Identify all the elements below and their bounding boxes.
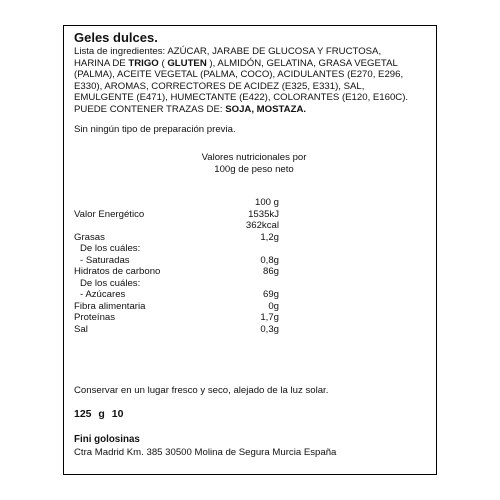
ingredients-text: (PALMA), ACEITE VEGETAL (PALMA, COCO), ACIDULANTES (E270, E296, [74, 69, 404, 81]
nutrition-header [194, 152, 314, 176]
nutrition-row [74, 266, 434, 278]
preparation-text: Sin ningún tipo de preparación previa. [74, 124, 236, 135]
ingredients-line [74, 104, 424, 116]
nutrition-label: De los cuáles: [80, 277, 141, 289]
nutrition-label: - Saturadas [80, 254, 130, 266]
company-name: Fini golosinas [74, 434, 140, 445]
nutrition-row [74, 220, 434, 232]
allergen-text: TRIGO [128, 57, 159, 69]
nutrition-label: Grasas [74, 231, 105, 243]
allergen-text: SOJA, MOSTAZA. [225, 103, 307, 115]
nutrition-label: Valor Energético [74, 208, 145, 220]
nutrition-value: 362kcal [245, 220, 279, 231]
ingredients-text: ), ALMIDÓN, GELATINA, GRASA VEGETAL [206, 57, 398, 69]
nutrition-label: Sal [74, 323, 88, 335]
nutrition-row [74, 312, 434, 324]
ingredients-text: EMULGENTE (E471), HUMECTANTE (E422), COLORANTES (E120, E160C). [74, 92, 409, 104]
nutrition-value: 0,8g [260, 254, 279, 266]
net-weight: 125 g 10 [74, 408, 124, 420]
nutrition-row [74, 301, 434, 313]
nutrition-value: 100 g [254, 197, 279, 208]
nutrition-row [74, 243, 434, 255]
ingredients-line [74, 92, 424, 104]
nutrition-label: Fibra alimentaria [74, 300, 146, 312]
nutrition-row [74, 278, 434, 290]
nutrition-row [74, 197, 434, 209]
nutrition-row [74, 289, 434, 301]
ingredients-text: ( [158, 57, 168, 69]
ingredients-line [74, 46, 424, 58]
nutrition-table [74, 197, 434, 335]
ingredients-line [74, 69, 424, 81]
nutrition-value: 1,7g [260, 312, 279, 323]
nutrition-value: 69g [262, 289, 279, 300]
nutrition-row [74, 209, 434, 221]
nutrition-header-line1: Valores nutricionales por [201, 152, 307, 163]
ingredients-line [74, 81, 424, 93]
ingredients-list [74, 46, 424, 116]
storage-text: Conservar en un lugar fresco y seco, alejado de la luz solar. [74, 385, 329, 396]
ingredients-text: HARINA DE [74, 57, 129, 69]
nutrition-header-line2: 100g de peso neto [214, 164, 294, 175]
nutrition-row [74, 232, 434, 244]
nutrition-value: 0g [268, 300, 279, 312]
nutrition-label: De los cuáles: [80, 243, 141, 254]
nutrition-row [74, 255, 434, 267]
label-frame [63, 25, 437, 475]
nutrition-value: 0,3g [260, 323, 279, 335]
nutrition-label: Hidratos de carbono [74, 266, 161, 277]
nutrition-label: Proteínas [74, 312, 116, 323]
nutrition-row [74, 324, 434, 336]
company-address: Ctra Madrid Km. 385 30500 Molina de Segura Murcia España [74, 447, 337, 458]
ingredients-text: E330), AROMAS, CORRECTORES DE ACIDEZ (E325, E331), SAL, [74, 80, 365, 92]
nutrition-value: 1,2g [260, 231, 279, 243]
nutrition-value: 86g [262, 266, 279, 277]
ingredients-text: PUEDE CONTENER TRAZAS DE: [74, 103, 226, 115]
nutrition-label: - Azúcares [80, 289, 126, 300]
ingredients-line [74, 58, 424, 70]
nutrition-value: 1535kJ [248, 208, 279, 220]
ingredients-text: Lista de ingredientes: AZÚCAR, JARABE DE GLUCOSA Y FRUCTOSA, [74, 46, 382, 57]
product-title: Geles dulces. [74, 30, 158, 45]
allergen-text: GLUTEN [167, 57, 207, 69]
